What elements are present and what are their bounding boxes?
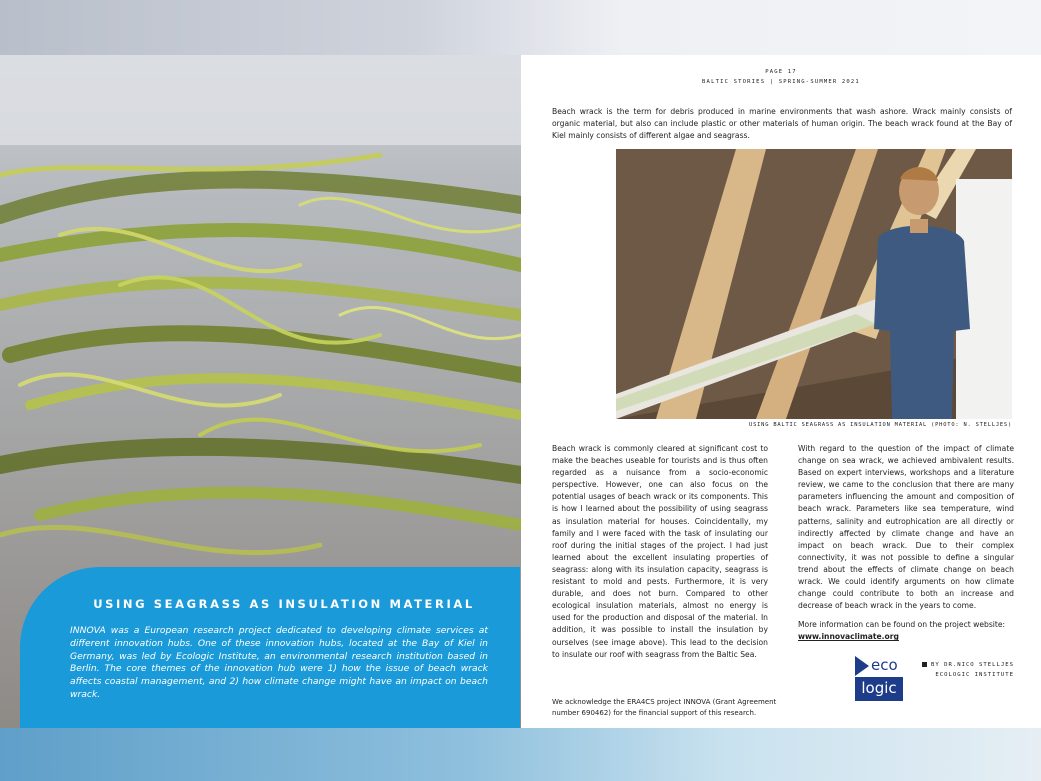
- article-title: USING SEAGRASS AS INSULATION MATERIAL: [93, 597, 475, 611]
- background-top: [0, 0, 1041, 55]
- background-bottom: [0, 728, 1041, 781]
- insulation-photo: [616, 149, 1012, 419]
- bullet-icon: [922, 662, 927, 667]
- page-header: [521, 67, 1041, 87]
- column-left: [552, 443, 768, 661]
- logo-top-text: eco: [871, 656, 898, 674]
- insulation-illustration: [616, 149, 1012, 419]
- intro-paragraph: Beach wrack is the term for debris produced in marine environments that wash ashore. Wrack mainly consists of organic material, but also can include plastic or other materials of human origin. The beach wrack found at the Bay of Kiel mainly consists of different algae and seagrass.: [552, 107, 1012, 141]
- more-info: [798, 619, 1014, 643]
- project-website-link[interactable]: www.innovaclimate.org: [798, 632, 899, 642]
- logo-triangle-icon: [855, 656, 869, 676]
- more-info-text: More information can be found on the project website:: [798, 620, 1006, 630]
- page-number: PAGE 17: [765, 69, 797, 75]
- logo-bottom-text: logic: [855, 677, 903, 701]
- acknowledgement: We acknowledge the ERA4CS project INNOVA (Grant Agreement number 690462) for the financial support of this research.: [552, 698, 777, 717]
- intro-text: INNOVA was a European research project dedicated to developing climate services at different innovation hubs. One of these innovation hubs, located at the Bay of Kiel in Germany, was led by Ecologic Institute, an environmental research institution based in Berlin. The core themes of the innovation hub were 1) how the issue of beach wrack affects coastal management, and 2) how climate change might have an impact on beach wrack.: [70, 625, 488, 700]
- column-right-text: With regard to the question of the impact of climate change on sea wrack, we achieved ambivalent results. Based on expert interviews, workshops and a literature review, we came to the conclusion that there are many parameters influencing the amount and composition of beach wrack. Parameters like sea temperature, wind patterns, salinity and eutrophication are all directly or indirectly affected by climate change and have an impact on beach wrack. Due to their complex connectivity, it was not possible to define a singular trend about the effects of climate change on beach wrack. We could identify arguments on how climate change could contribute to both an increase and decrease of beach wrack in the years to come.: [798, 444, 1014, 611]
- intro-box: [20, 567, 520, 728]
- institute-name: ECOLOGIC INSTITUTE: [935, 672, 1014, 678]
- byline: [919, 660, 1014, 680]
- column-left-text: Beach wrack is commonly cleared at significant cost to make the beaches useable for tourists and is thus often regarded as a nuisance from a socio-economic perspective. However, one can also focus on the potential usages of beach wrack or its components. This is how I learned about the possibility of using seagrass as insulation material for houses. Coincidentally, my family and I were faced with the task of insulating our roof during the initial stages of the project. I had just learned about the excellent insulating properties of seagrass: along with its insulation capacity, seagrass is resistant to mold and pests. Furthermore, it is very durable, and does not burn. Compared to other ecological insulation materials, almost no energy is used for the production and disposal of the material. In addition, it was possible to install the insulation by ourselves (see image above). This lead to the decision to insulate our roof with seagrass from the Baltic Sea.: [552, 444, 768, 659]
- author-name: BY DR.NICO STELLJES: [931, 662, 1014, 668]
- article-page: [521, 55, 1041, 728]
- photo-caption: USING BALTIC SEAGRASS AS INSULATION MATERIAL (PHOTO: N. STELLJES): [749, 422, 1012, 428]
- ecologic-logo: [855, 655, 903, 701]
- publication-name: BALTIC STORIES | SPRING-SUMMER 2021: [702, 79, 860, 85]
- column-right: [798, 443, 1014, 644]
